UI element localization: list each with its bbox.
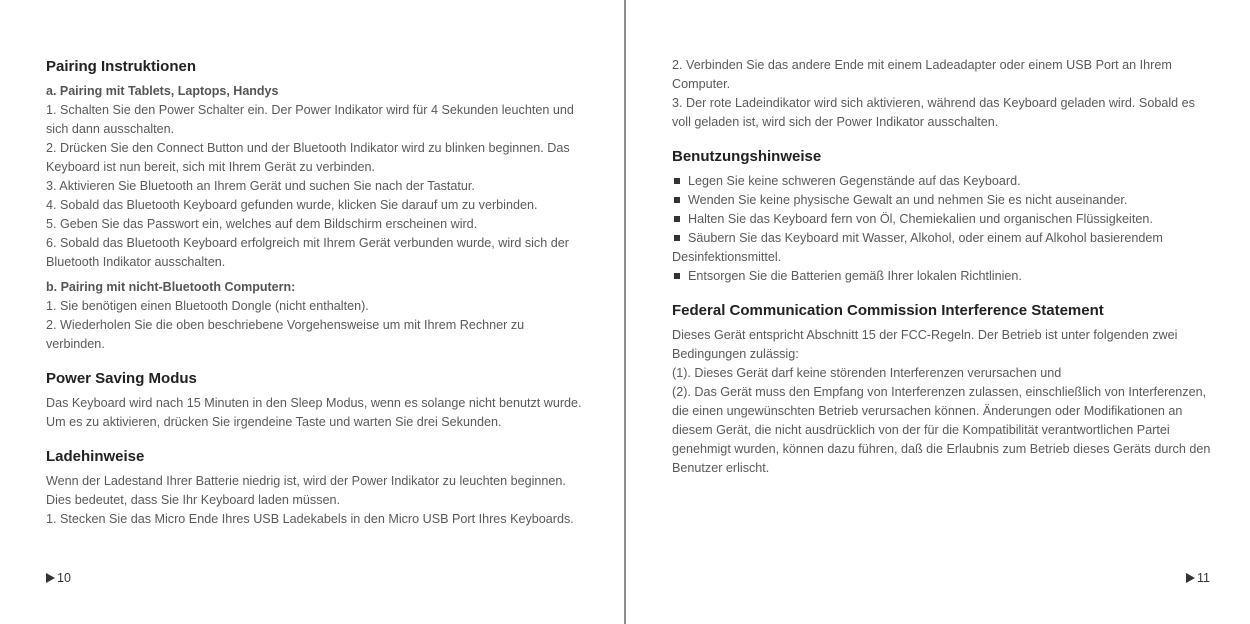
- power-saving-section: [46, 368, 586, 432]
- square-bullet-icon: [674, 273, 680, 279]
- fcc-intro: Dieses Gerät entspricht Abschnitt 15 der FCC-Regeln. Der Betrieb ist unter folgenden zwei Bedingungen zulässig:: [672, 328, 1178, 361]
- list-item-text: Halten Sie das Keyboard fern von Öl, Chemiekalien und organischen Flüssigkeiten.: [688, 212, 1153, 226]
- charging-step: 1. Stecken Sie das Micro Ende Ihres USB Ladekabels in den Micro USB Port Ihres Keyboards.: [46, 512, 574, 526]
- square-bullet-icon: [674, 197, 680, 203]
- pairing-section: [46, 56, 586, 354]
- usage-title: Benutzungshinweise: [672, 148, 822, 165]
- list-item-text: Wenden Sie keine physische Gewalt an und nehmen Sie es nicht auseinander.: [688, 193, 1128, 207]
- square-bullet-icon: [674, 235, 680, 241]
- right-column: [672, 56, 1212, 492]
- list-item: [672, 267, 1212, 286]
- usage-section: [672, 146, 1212, 286]
- pairing-title: Pairing Instruktionen: [46, 58, 197, 75]
- pairing-step: 5. Geben Sie das Passwort ein, welches auf dem Bildschirm erscheinen wird.: [46, 217, 478, 231]
- pairing-sub-b: b. Pairing mit nicht-Bluetooth Computern:: [46, 280, 296, 294]
- square-bullet-icon: [674, 178, 680, 184]
- arrow-right-icon: [46, 573, 55, 583]
- pairing-step: 4. Sobald das Bluetooth Keyboard gefunden wurde, klicken Sie darauf um zu verbinden.: [46, 198, 538, 212]
- fcc-condition: (1). Dieses Gerät darf keine störenden Interferenzen verursachen und: [672, 366, 1062, 380]
- charging-text: Wenn der Ladestand Ihrer Batterie niedrig ist, wird der Power Indikator zu leuchten beginnen. Dies bedeutet, dass Sie Ihr Keyboard laden müssen.: [46, 474, 566, 507]
- power-saving-text: Das Keyboard wird nach 15 Minuten in den Sleep Modus, wenn es solange nicht benutzt wurde. Um es zu aktivieren, drücken Sie irgendeine Taste und warten Sie drei Sekunden.: [46, 396, 582, 429]
- fcc-title: Federal Communication Commission Interference Statement: [672, 302, 1104, 319]
- fcc-condition: (2). Das Gerät muss den Empfang von Interferenzen zulassen, einschließlich von Interferenzen, die einen ungewünschten Betrieb verursachen können. Änderungen oder Modifikationen an diesem Gerät, die nicht ausdrücklich von der für die Kompatibilität verantwortlichen Partei genehmigt wurden, können dazu führen, daß die Erlaubnis zum Betrieb dieses Geräts durch den Benutzer erlischt.: [672, 385, 1211, 475]
- pairing-step: 2. Drücken Sie den Connect Button und der Bluetooth Indikator wird zu blinken beginnen. Das Keyboard ist nun bereit, sich mit Ihrem Gerät zu verbinden.: [46, 141, 570, 174]
- power-saving-title: Power Saving Modus: [46, 370, 197, 387]
- list-item: [672, 191, 1212, 210]
- pairing-step: 6. Sobald das Bluetooth Keyboard erfolgreich mit Ihrem Gerät verbunden wurde, wird sich der Bluetooth Indikator ausschalten.: [46, 236, 569, 269]
- page-number-right: [1186, 570, 1210, 586]
- right-page: [626, 0, 1250, 624]
- charging-step: 3. Der rote Ladeindikator wird sich aktivieren, während das Keyboard geladen wird. Sobald es voll geladen ist, wird sich der Power Indikator ausschalten.: [672, 96, 1195, 129]
- pairing-step: 3. Aktivieren Sie Bluetooth an Ihrem Gerät und suchen Sie nach der Tastatur.: [46, 179, 475, 193]
- pairing-sub-a: a. Pairing mit Tablets, Laptops, Handys: [46, 84, 279, 98]
- usage-list: [672, 172, 1212, 286]
- charging-step: 2. Verbinden Sie das andere Ende mit einem Ladeadapter oder einem USB Port an Ihrem Computer.: [672, 58, 1172, 91]
- left-column: [46, 56, 586, 543]
- pairing-step: 2. Wiederholen Sie die oben beschriebene Vorgehensweise um mit Ihrem Rechner zu verbinden.: [46, 318, 525, 351]
- list-item: [672, 229, 1212, 267]
- page-number-text: 10: [57, 571, 71, 585]
- fcc-section: [672, 300, 1212, 478]
- page-number-left: [46, 570, 71, 586]
- pairing-step: 1. Sie benötigen einen Bluetooth Dongle (nicht enthalten).: [46, 299, 369, 313]
- list-item-text: Legen Sie keine schweren Gegenstände auf das Keyboard.: [688, 174, 1021, 188]
- charging-title: Ladehinweise: [46, 448, 145, 465]
- list-item-text: Säubern Sie das Keyboard mit Wasser, Alkohol, oder einem auf Alkohol basierendem Desinfektionsmittel.: [672, 231, 1163, 264]
- list-item: [672, 210, 1212, 229]
- charging-section: [46, 446, 586, 529]
- list-item: [672, 172, 1212, 191]
- pairing-step: 1. Schalten Sie den Power Schalter ein. Der Power Indikator wird für 4 Sekunden leuchten und sich dann ausschalten.: [46, 103, 574, 136]
- arrow-right-icon: [1186, 573, 1195, 583]
- square-bullet-icon: [674, 216, 680, 222]
- list-item-text: Entsorgen Sie die Batterien gemäß Ihrer lokalen Richtlinien.: [688, 269, 1022, 283]
- charging-continued: [672, 56, 1212, 132]
- page-number-text: 11: [1197, 571, 1210, 585]
